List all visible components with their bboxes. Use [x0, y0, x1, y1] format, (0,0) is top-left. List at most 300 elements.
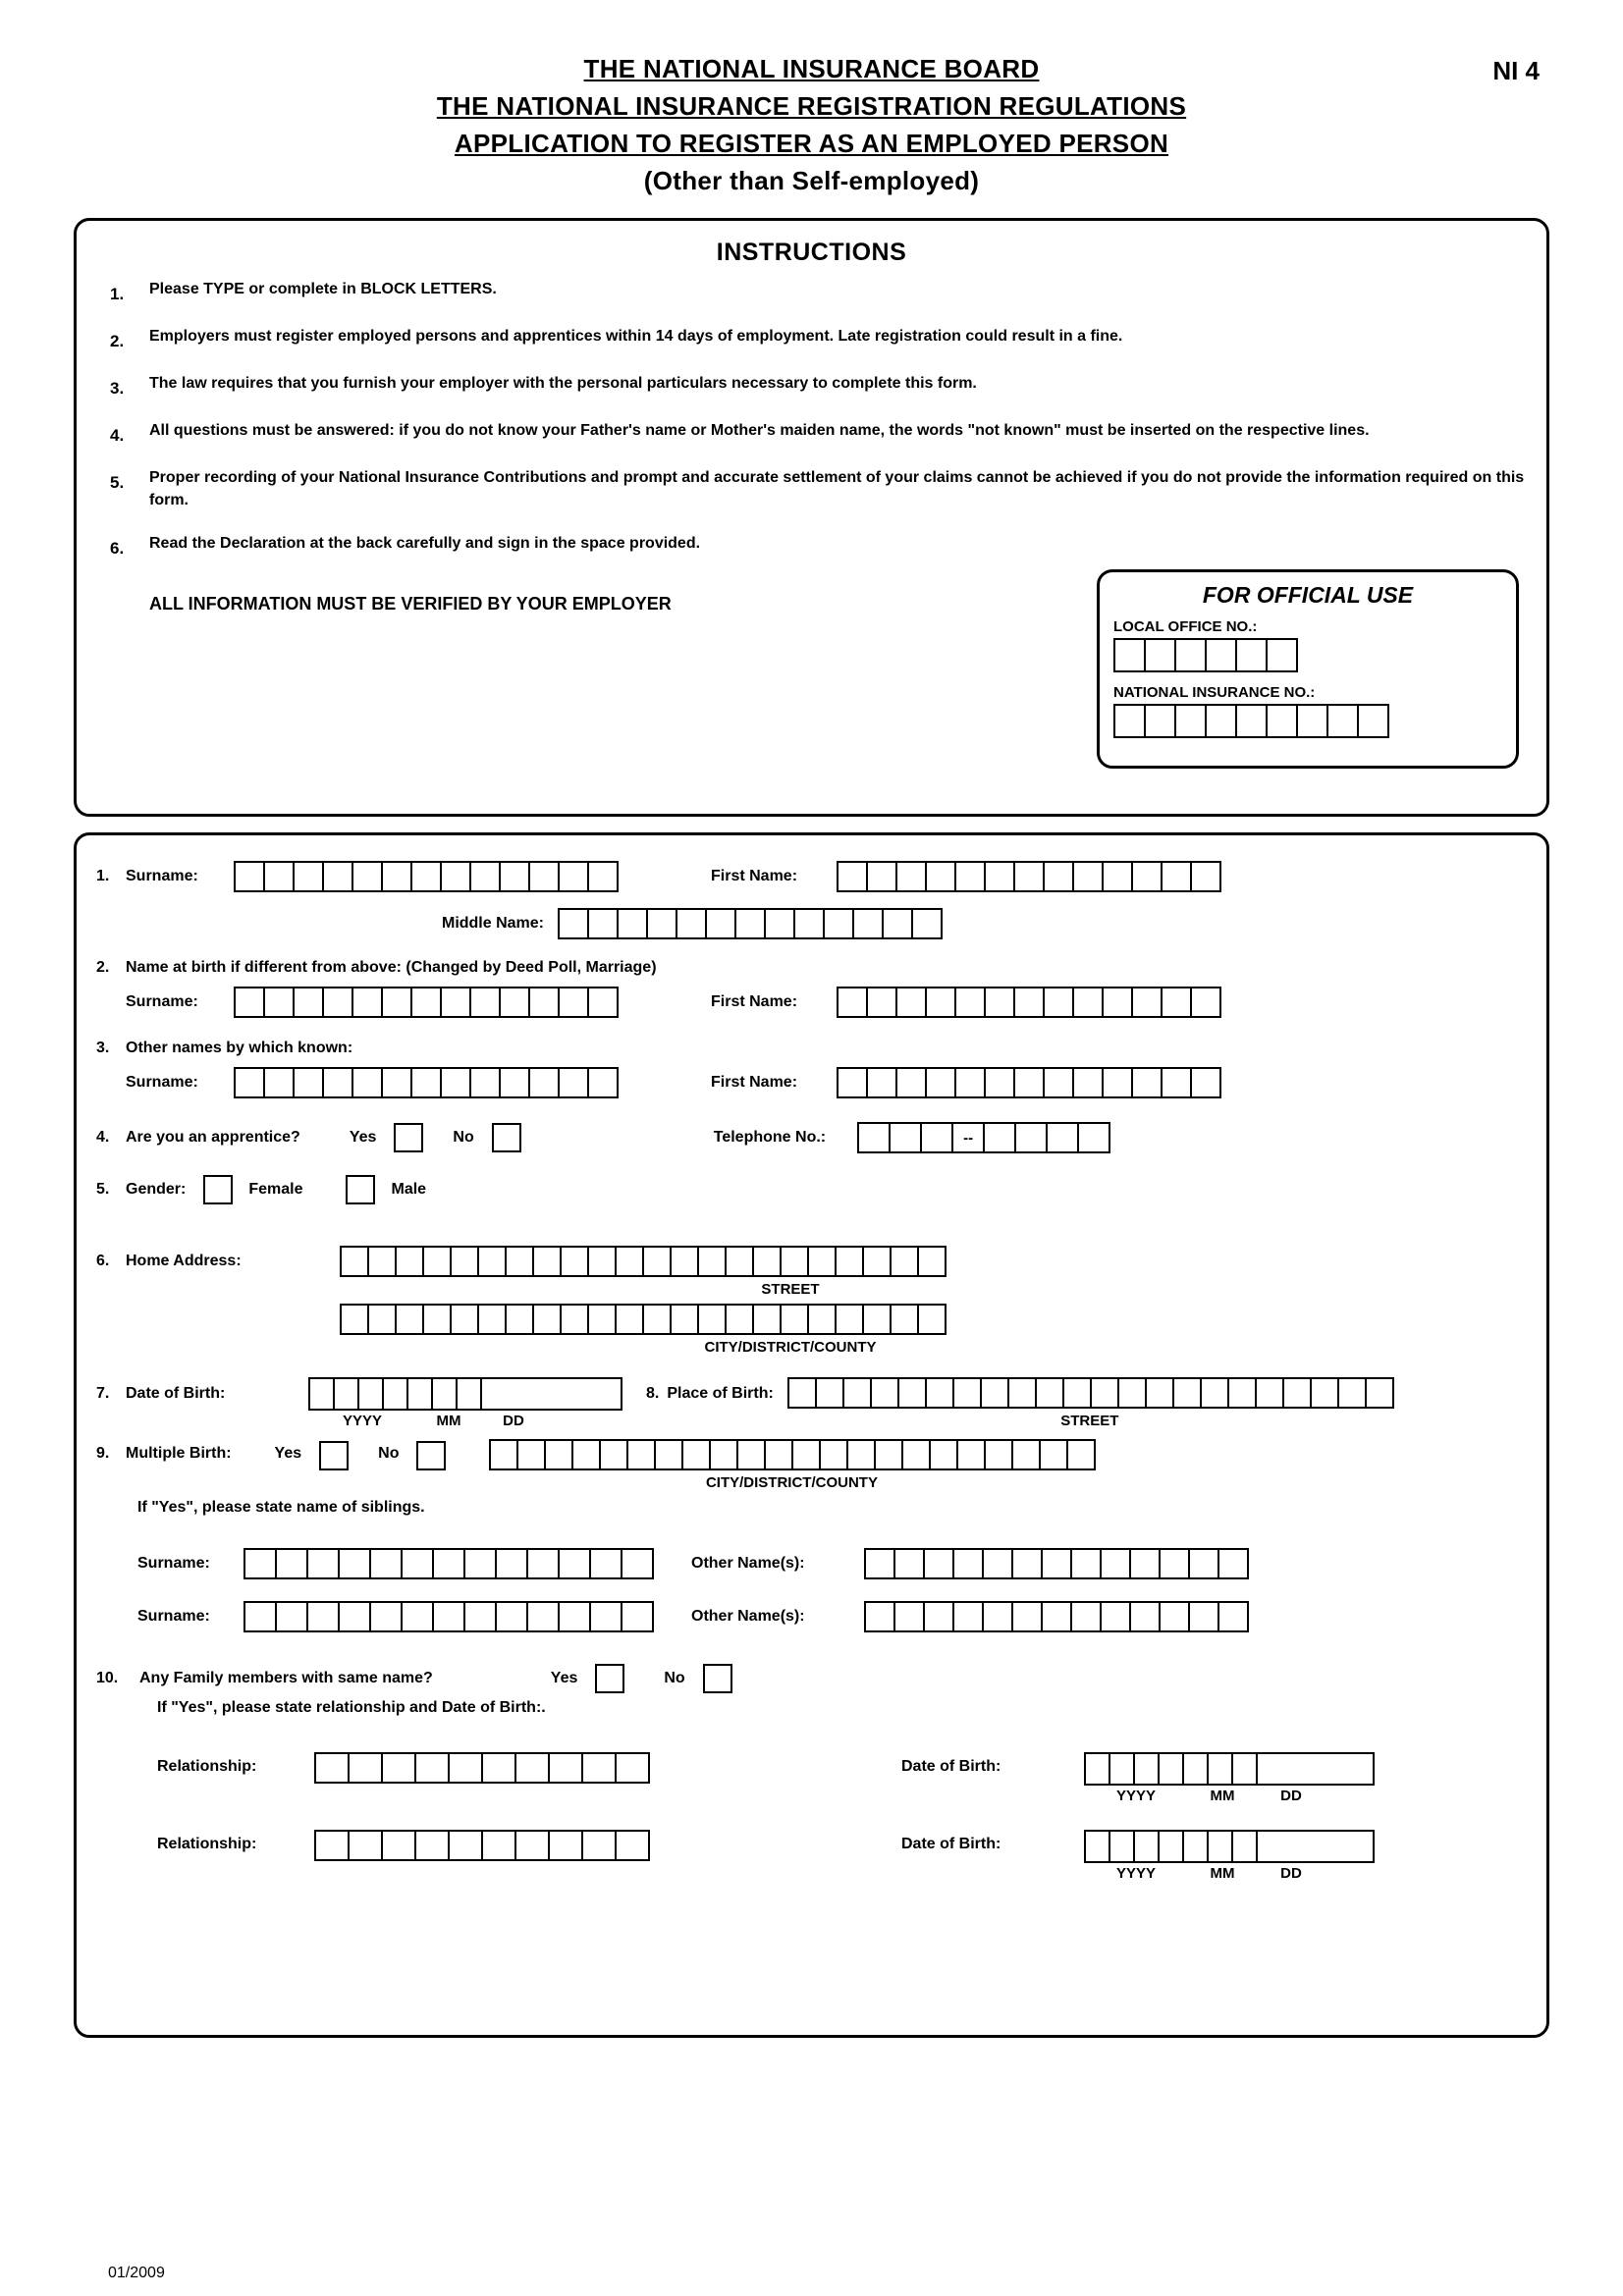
- input-cell[interactable]: [1188, 1601, 1219, 1632]
- input-cell[interactable]: [1217, 1548, 1249, 1579]
- input-cell[interactable]: [621, 1601, 654, 1632]
- input-cell[interactable]: [911, 908, 943, 939]
- input-cell[interactable]: [862, 1304, 892, 1335]
- input-cell[interactable]: [791, 1439, 821, 1470]
- input-cell[interactable]: [1100, 1601, 1131, 1632]
- local-office-cell[interactable]: [1144, 638, 1176, 672]
- input-cell[interactable]: [917, 1304, 947, 1335]
- input-cell[interactable]: [1282, 1377, 1312, 1409]
- input-cell[interactable]: [725, 1246, 754, 1277]
- ni-cell[interactable]: [1174, 704, 1207, 738]
- input-cell[interactable]: [234, 987, 265, 1018]
- local-office-cell[interactable]: [1174, 638, 1207, 672]
- input-cell[interactable]: [1011, 1548, 1043, 1579]
- input-cell[interactable]: [980, 1377, 1009, 1409]
- input-cell[interactable]: [495, 1548, 528, 1579]
- q9-other-input-1[interactable]: [864, 1548, 1247, 1579]
- input-cell[interactable]: [499, 861, 530, 892]
- input-cell[interactable]: [862, 1246, 892, 1277]
- input-cell[interactable]: [532, 1246, 562, 1277]
- input-cell[interactable]: [422, 1246, 452, 1277]
- input-cell[interactable]: [367, 1304, 397, 1335]
- input-cell[interactable]: [338, 1548, 371, 1579]
- input-cell[interactable]: [322, 861, 353, 892]
- input-cell[interactable]: [1117, 1377, 1147, 1409]
- q9-yes-checkbox[interactable]: [319, 1441, 349, 1470]
- input-cell[interactable]: [697, 1246, 727, 1277]
- input-cell[interactable]: [544, 1439, 573, 1470]
- input-cell[interactable]: [499, 987, 530, 1018]
- input-cell[interactable]: [835, 1246, 864, 1277]
- input-cell[interactable]: [1013, 861, 1045, 892]
- input-cell[interactable]: [477, 1246, 507, 1277]
- national-insurance-input[interactable]: [1113, 704, 1502, 738]
- input-cell[interactable]: [448, 1752, 483, 1784]
- input-cell[interactable]: [925, 987, 956, 1018]
- q10-relationship-input-1[interactable]: [314, 1752, 648, 1784]
- input-cell[interactable]: [414, 1752, 450, 1784]
- input-cell[interactable]: [1086, 1832, 1110, 1861]
- input-cell[interactable]: [352, 1067, 383, 1098]
- input-cell[interactable]: [1161, 987, 1192, 1018]
- input-cell[interactable]: [1102, 861, 1133, 892]
- input-cell[interactable]: [870, 1377, 899, 1409]
- q7-yyyy-group[interactable]: [310, 1379, 408, 1409]
- input-cell[interactable]: [1041, 1601, 1072, 1632]
- input-cell[interactable]: [1011, 1601, 1043, 1632]
- input-cell[interactable]: [815, 1377, 844, 1409]
- input-cell[interactable]: [335, 1379, 359, 1409]
- input-cell[interactable]: [1007, 1377, 1037, 1409]
- q10-dob-input-1[interactable]: [1084, 1752, 1375, 1786]
- ni-cell[interactable]: [1266, 704, 1298, 738]
- input-cell[interactable]: [234, 861, 265, 892]
- input-cell[interactable]: [864, 1601, 895, 1632]
- input-cell[interactable]: [505, 1246, 534, 1277]
- input-cell[interactable]: [837, 861, 868, 892]
- input-cell[interactable]: [469, 861, 501, 892]
- input-cell[interactable]: [1190, 987, 1221, 1018]
- ni-cell[interactable]: [1205, 704, 1237, 738]
- input-cell[interactable]: [983, 1122, 1016, 1153]
- input-cell[interactable]: [929, 1439, 958, 1470]
- input-cell[interactable]: [571, 1439, 601, 1470]
- input-cell[interactable]: [984, 987, 1015, 1018]
- input-cell[interactable]: [956, 1439, 986, 1470]
- input-cell[interactable]: [982, 1601, 1013, 1632]
- input-cell[interactable]: [626, 1439, 656, 1470]
- input-cell[interactable]: [1102, 987, 1133, 1018]
- input-cell[interactable]: [481, 1752, 516, 1784]
- input-cell[interactable]: [469, 987, 501, 1018]
- input-cell[interactable]: [1145, 1377, 1174, 1409]
- input-cell[interactable]: [1135, 1754, 1160, 1784]
- input-cell[interactable]: [952, 1377, 982, 1409]
- input-cell[interactable]: [1046, 1122, 1079, 1153]
- input-cell[interactable]: [1337, 1377, 1367, 1409]
- input-cell[interactable]: [440, 861, 471, 892]
- input-cell[interactable]: [852, 908, 884, 939]
- input-cell[interactable]: [1014, 1122, 1048, 1153]
- input-cell[interactable]: [954, 861, 986, 892]
- input-cell[interactable]: [1217, 1601, 1249, 1632]
- input-cell[interactable]: [1161, 861, 1192, 892]
- input-cell[interactable]: [889, 1122, 922, 1153]
- input-cell[interactable]: [1072, 1067, 1104, 1098]
- ni-cell[interactable]: [1235, 704, 1268, 738]
- input-cell[interactable]: [670, 1246, 699, 1277]
- input-cell[interactable]: [558, 987, 589, 1018]
- input-cell[interactable]: [697, 1304, 727, 1335]
- local-office-cell[interactable]: [1266, 638, 1298, 672]
- input-cell[interactable]: [1066, 1439, 1096, 1470]
- input-cell[interactable]: [1043, 987, 1074, 1018]
- input-cell[interactable]: [1110, 1754, 1135, 1784]
- local-office-input[interactable]: [1113, 638, 1502, 672]
- input-cell[interactable]: [275, 1548, 308, 1579]
- input-cell[interactable]: [1072, 987, 1104, 1018]
- input-cell[interactable]: [432, 1548, 465, 1579]
- input-cell[interactable]: [1159, 1548, 1190, 1579]
- input-cell[interactable]: [615, 1304, 644, 1335]
- input-cell[interactable]: [1190, 1067, 1221, 1098]
- ni-cell[interactable]: [1296, 704, 1328, 738]
- input-cell[interactable]: [1011, 1439, 1041, 1470]
- input-cell[interactable]: [615, 1246, 644, 1277]
- input-cell[interactable]: [621, 1548, 654, 1579]
- ni-cell[interactable]: [1144, 704, 1176, 738]
- input-cell[interactable]: [925, 1377, 954, 1409]
- input-cell[interactable]: [528, 987, 560, 1018]
- q7-dd-group[interactable]: [458, 1379, 507, 1409]
- input-cell[interactable]: [516, 1439, 546, 1470]
- q2-first-name-input[interactable]: [837, 987, 1219, 1018]
- input-cell[interactable]: [422, 1304, 452, 1335]
- input-cell[interactable]: [306, 1548, 340, 1579]
- q1-middle-name-input[interactable]: [558, 908, 941, 939]
- input-cell[interactable]: [1041, 1548, 1072, 1579]
- input-cell[interactable]: [734, 908, 766, 939]
- q4-yes-checkbox[interactable]: [394, 1123, 423, 1152]
- input-cell[interactable]: [1255, 1377, 1284, 1409]
- input-cell[interactable]: [275, 1601, 308, 1632]
- input-cell[interactable]: [1161, 1067, 1192, 1098]
- local-office-cell[interactable]: [1113, 638, 1146, 672]
- input-cell[interactable]: [923, 1601, 954, 1632]
- input-cell[interactable]: [1062, 1377, 1092, 1409]
- q6-city-input[interactable]: [340, 1304, 945, 1335]
- input-cell[interactable]: [1072, 861, 1104, 892]
- q3-first-name-input[interactable]: [837, 1067, 1219, 1098]
- input-cell[interactable]: [882, 908, 913, 939]
- input-cell[interactable]: [901, 1439, 931, 1470]
- input-cell[interactable]: [558, 1548, 591, 1579]
- input-cell[interactable]: [1160, 1832, 1184, 1861]
- ni-cell[interactable]: [1113, 704, 1146, 738]
- input-cell[interactable]: [514, 1830, 550, 1861]
- input-cell[interactable]: [837, 1067, 868, 1098]
- input-cell[interactable]: [263, 987, 295, 1018]
- input-cell[interactable]: [558, 861, 589, 892]
- input-cell[interactable]: [558, 908, 589, 939]
- q10-dd-group-2[interactable]: [1233, 1832, 1282, 1861]
- input-cell[interactable]: [890, 1246, 919, 1277]
- input-cell[interactable]: [589, 1548, 622, 1579]
- input-cell[interactable]: [725, 1304, 754, 1335]
- input-cell[interactable]: [348, 1830, 383, 1861]
- input-cell[interactable]: [352, 861, 383, 892]
- q6-street-input[interactable]: [340, 1246, 945, 1277]
- input-cell[interactable]: [952, 1548, 984, 1579]
- q8-city-input[interactable]: [489, 1439, 1094, 1470]
- input-cell[interactable]: [369, 1601, 403, 1632]
- input-cell[interactable]: [433, 1379, 458, 1409]
- input-cell[interactable]: [954, 1067, 986, 1098]
- input-cell[interactable]: [835, 1304, 864, 1335]
- local-office-cell[interactable]: [1235, 638, 1268, 672]
- input-cell[interactable]: [787, 1377, 817, 1409]
- ni-cell[interactable]: [1357, 704, 1389, 738]
- input-cell[interactable]: [1039, 1439, 1068, 1470]
- input-cell[interactable]: [369, 1548, 403, 1579]
- input-cell[interactable]: [642, 1304, 672, 1335]
- input-cell[interactable]: [893, 1601, 925, 1632]
- input-cell[interactable]: [1184, 1832, 1209, 1861]
- input-cell[interactable]: [1070, 1601, 1102, 1632]
- q10-dd-group-1[interactable]: [1233, 1754, 1282, 1784]
- input-cell[interactable]: [846, 1439, 876, 1470]
- input-cell[interactable]: [984, 1439, 1013, 1470]
- input-cell[interactable]: [558, 1601, 591, 1632]
- input-cell[interactable]: [587, 987, 619, 1018]
- input-cell[interactable]: [560, 1304, 589, 1335]
- input-cell[interactable]: [984, 1067, 1015, 1098]
- input-cell[interactable]: [646, 908, 677, 939]
- q10-yyyy-group-2[interactable]: [1086, 1832, 1184, 1861]
- input-cell[interactable]: [780, 1246, 809, 1277]
- input-cell[interactable]: [381, 1067, 412, 1098]
- input-cell[interactable]: [410, 987, 442, 1018]
- q10-no-checkbox[interactable]: [703, 1664, 732, 1693]
- input-cell[interactable]: [920, 1122, 953, 1153]
- input-cell[interactable]: [670, 1304, 699, 1335]
- input-cell[interactable]: [293, 987, 324, 1018]
- input-cell[interactable]: [1233, 1754, 1258, 1784]
- input-cell[interactable]: [1129, 1601, 1161, 1632]
- input-cell[interactable]: [477, 1304, 507, 1335]
- input-cell[interactable]: [306, 1601, 340, 1632]
- input-cell[interactable]: [1233, 1832, 1258, 1861]
- input-cell[interactable]: [866, 1067, 897, 1098]
- input-cell[interactable]: [764, 908, 795, 939]
- q8-street-input[interactable]: [787, 1377, 1392, 1409]
- input-cell[interactable]: [587, 861, 619, 892]
- input-cell[interactable]: [897, 1377, 927, 1409]
- input-cell[interactable]: [1188, 1548, 1219, 1579]
- input-cell[interactable]: [895, 861, 927, 892]
- input-cell[interactable]: [615, 1830, 650, 1861]
- input-cell[interactable]: [1258, 1754, 1282, 1784]
- input-cell[interactable]: [589, 1601, 622, 1632]
- input-cell[interactable]: [615, 1752, 650, 1784]
- input-cell[interactable]: [764, 1439, 793, 1470]
- input-cell[interactable]: [1310, 1377, 1339, 1409]
- input-cell[interactable]: [857, 1122, 891, 1153]
- q5-male-checkbox[interactable]: [346, 1175, 375, 1204]
- input-cell[interactable]: [440, 987, 471, 1018]
- input-cell[interactable]: [925, 1067, 956, 1098]
- q1-first-name-input[interactable]: [837, 861, 1219, 892]
- q7-dob-input[interactable]: [308, 1377, 622, 1411]
- ni-cell[interactable]: [1326, 704, 1359, 738]
- input-cell[interactable]: [1035, 1377, 1064, 1409]
- input-cell[interactable]: [890, 1304, 919, 1335]
- input-cell[interactable]: [823, 908, 854, 939]
- input-cell[interactable]: [587, 1246, 617, 1277]
- input-cell[interactable]: [401, 1548, 434, 1579]
- input-cell[interactable]: [780, 1304, 809, 1335]
- input-cell[interactable]: [1209, 1754, 1233, 1784]
- input-cell[interactable]: [348, 1752, 383, 1784]
- input-cell[interactable]: [514, 1752, 550, 1784]
- input-cell[interactable]: [1129, 1548, 1161, 1579]
- input-cell[interactable]: [1043, 861, 1074, 892]
- input-cell[interactable]: [548, 1830, 583, 1861]
- input-cell[interactable]: [532, 1304, 562, 1335]
- q10-mm-group-2[interactable]: [1184, 1832, 1233, 1861]
- input-cell[interactable]: [1365, 1377, 1394, 1409]
- input-cell[interactable]: [395, 1246, 424, 1277]
- input-cell[interactable]: [1172, 1377, 1202, 1409]
- q10-yyyy-group-1[interactable]: [1086, 1754, 1184, 1784]
- input-cell[interactable]: [1258, 1832, 1282, 1861]
- input-cell[interactable]: [807, 1246, 837, 1277]
- input-cell[interactable]: [381, 1830, 416, 1861]
- input-cell[interactable]: [1209, 1832, 1233, 1861]
- q5-female-checkbox[interactable]: [203, 1175, 233, 1204]
- input-cell[interactable]: [448, 1830, 483, 1861]
- input-cell[interactable]: [895, 1067, 927, 1098]
- input-cell[interactable]: [1184, 1754, 1209, 1784]
- input-cell[interactable]: [581, 1752, 617, 1784]
- input-cell[interactable]: [310, 1379, 335, 1409]
- q7-mm-group[interactable]: [408, 1379, 458, 1409]
- input-cell[interactable]: [463, 1548, 497, 1579]
- input-cell[interactable]: [599, 1439, 628, 1470]
- input-cell[interactable]: [1090, 1377, 1119, 1409]
- input-cell[interactable]: [548, 1752, 583, 1784]
- input-cell[interactable]: [864, 1548, 895, 1579]
- input-cell[interactable]: [432, 1601, 465, 1632]
- input-cell[interactable]: [243, 1601, 277, 1632]
- input-cell[interactable]: [414, 1830, 450, 1861]
- input-cell[interactable]: [752, 1246, 782, 1277]
- input-cell[interactable]: [1131, 1067, 1163, 1098]
- q2-surname-input[interactable]: [234, 987, 617, 1018]
- input-cell[interactable]: [1013, 1067, 1045, 1098]
- q9-other-input-2[interactable]: [864, 1601, 1247, 1632]
- q9-no-checkbox[interactable]: [416, 1441, 446, 1470]
- q4-no-checkbox[interactable]: [492, 1123, 521, 1152]
- input-cell[interactable]: [322, 987, 353, 1018]
- input-cell[interactable]: [954, 987, 986, 1018]
- input-cell[interactable]: [558, 1067, 589, 1098]
- input-cell[interactable]: [1227, 1377, 1257, 1409]
- q10-mm-group-1[interactable]: [1184, 1754, 1233, 1784]
- input-cell[interactable]: [681, 1439, 711, 1470]
- input-cell[interactable]: [1131, 987, 1163, 1018]
- input-cell[interactable]: [526, 1601, 560, 1632]
- input-cell[interactable]: [263, 861, 295, 892]
- input-cell[interactable]: [874, 1439, 903, 1470]
- input-cell[interactable]: [458, 1379, 482, 1409]
- input-cell[interactable]: [384, 1379, 408, 1409]
- input-cell[interactable]: [819, 1439, 848, 1470]
- input-cell[interactable]: [359, 1379, 384, 1409]
- input-cell[interactable]: [263, 1067, 295, 1098]
- input-cell[interactable]: [736, 1439, 766, 1470]
- input-cell[interactable]: [654, 1439, 683, 1470]
- q10-relationship-input-2[interactable]: [314, 1830, 648, 1861]
- input-cell[interactable]: [866, 987, 897, 1018]
- input-cell[interactable]: [866, 861, 897, 892]
- input-cell[interactable]: [642, 1246, 672, 1277]
- input-cell[interactable]: [676, 908, 707, 939]
- input-cell[interactable]: [842, 1377, 872, 1409]
- input-cell[interactable]: [617, 908, 648, 939]
- input-cell[interactable]: [587, 1067, 619, 1098]
- input-cell[interactable]: [381, 987, 412, 1018]
- input-cell[interactable]: [923, 1548, 954, 1579]
- input-cell[interactable]: [352, 987, 383, 1018]
- input-cell[interactable]: [1190, 861, 1221, 892]
- input-cell[interactable]: [709, 1439, 738, 1470]
- q10-yes-checkbox[interactable]: [595, 1664, 624, 1693]
- input-cell[interactable]: [984, 861, 1015, 892]
- input-cell[interactable]: [469, 1067, 501, 1098]
- input-cell[interactable]: [1077, 1122, 1110, 1153]
- input-cell[interactable]: [293, 1067, 324, 1098]
- input-cell[interactable]: [450, 1304, 479, 1335]
- input-cell[interactable]: [450, 1246, 479, 1277]
- input-cell[interactable]: [528, 1067, 560, 1098]
- input-cell[interactable]: [234, 1067, 265, 1098]
- input-cell[interactable]: [322, 1067, 353, 1098]
- input-cell[interactable]: [752, 1304, 782, 1335]
- input-cell[interactable]: [293, 861, 324, 892]
- input-cell[interactable]: [560, 1246, 589, 1277]
- input-cell[interactable]: [807, 1304, 837, 1335]
- input-cell[interactable]: [314, 1830, 350, 1861]
- input-cell[interactable]: [837, 987, 868, 1018]
- input-cell[interactable]: [587, 908, 619, 939]
- input-cell[interactable]: [482, 1379, 507, 1409]
- input-cell[interactable]: [526, 1548, 560, 1579]
- q9-surname-input-2[interactable]: [243, 1601, 652, 1632]
- input-cell[interactable]: [581, 1830, 617, 1861]
- input-cell[interactable]: [1102, 1067, 1133, 1098]
- input-cell[interactable]: [1160, 1754, 1184, 1784]
- q10-dob-input-2[interactable]: [1084, 1830, 1375, 1863]
- input-cell[interactable]: [410, 861, 442, 892]
- q3-surname-input[interactable]: [234, 1067, 617, 1098]
- input-cell[interactable]: [1100, 1548, 1131, 1579]
- input-cell[interactable]: [340, 1304, 369, 1335]
- input-cell[interactable]: [952, 1601, 984, 1632]
- input-cell[interactable]: [481, 1830, 516, 1861]
- input-cell[interactable]: [705, 908, 736, 939]
- input-cell[interactable]: [463, 1601, 497, 1632]
